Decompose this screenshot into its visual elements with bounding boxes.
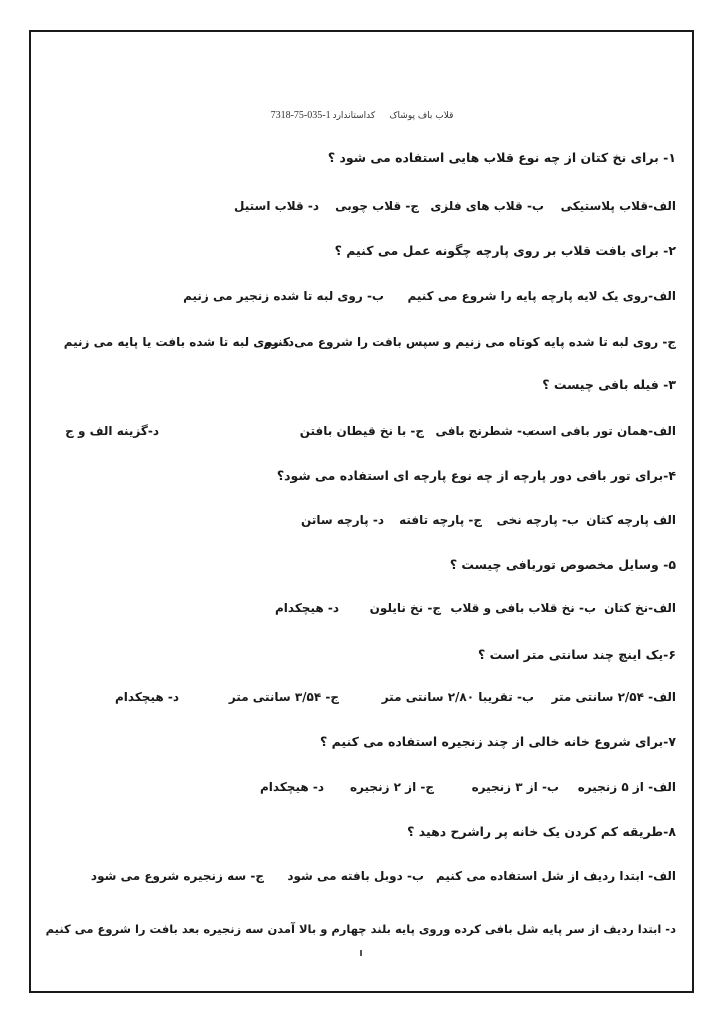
q1-option-dal: د- قلاب استیل [234,199,319,213]
q7-option-be: ب- از ۳ زنجیره [471,780,559,794]
q6-option-be: ب- تقریبا ۲/۸۰ سانتی متر [381,690,534,704]
q5-option-dal: د- هیچکدام [274,601,339,615]
question-5: ۵- وسایل مخصوص توربافی چیست ؟ [449,557,676,572]
q3-option-jim: ج- با نخ قیطان بافتن [299,424,424,438]
q4-option-be: ب- پارچه نخی [496,513,579,527]
q4-option-alef: الف پارچه کتان [586,513,676,527]
q5-option-be: ب- نخ قلاب بافی و قلاب [450,601,596,615]
q1-option-alef: الف-قلاب پلاستیکی [560,199,676,213]
q8-option-jim: ج- سه زنجیره شروع می شود [90,869,264,883]
q8-option-alef: الف- ابتدا ردیف از شل استفاده می کنیم [435,869,676,883]
q5-option-alef: الف-نخ کتان [604,601,676,615]
q7-option-dal: د- هیچکدام [259,780,324,794]
q8-option-dal: د- ابتدا ردیف از سر پایه شل بافی کرده وروی پایه بلند چهارم و بالا آمدن سه زنجیره بعد بافت را شروع می کنیم [45,922,676,936]
q2-option-jim: ج- روی لبه تا شده پایه کوتاه می زنیم و سپس بافت را شروع می کنیم [263,335,676,349]
q3-option-alef: الف-همان تور بافی است [527,424,676,438]
q4-option-dal: د- پارچه ساتن [301,513,384,527]
q2-option-alef: الف-روی یک لایه پارچه پایه را شروع می کنیم [407,289,676,303]
question-1: ۱- برای نخ کتان از چه نوع قلاب هایی استفاده می شود ؟ [327,150,676,165]
q7-option-jim: ج- از ۲ زنجیره [349,780,434,794]
course-title: قلاب باف پوشاک [389,111,454,121]
q2-option-be: ب- روی لبه تا شده زنجیر می زنیم [183,289,384,303]
q7-option-alef: الف- از ۵ زنجیره [577,780,676,794]
scan-mark [360,950,362,956]
q3-option-dal: د-گزینه الف و ج [65,424,159,438]
q8-option-be: ب- دوبل بافته می شود [287,869,424,883]
question-6: ۶-یک اینچ چند سانتی متر است ؟ [478,647,676,662]
q6-option-jim: ج- ۳/۵۴ سانتی متر [228,690,339,704]
q6-option-dal: د- هیچکدام [114,690,179,704]
q1-option-jim: ج- قلاب چوبی [335,199,419,213]
q1-option-be: ب- قلاب های فلزی [430,199,544,213]
page-border [29,30,694,993]
question-2: ۲- برای بافت قلاب بر روی پارچه چگونه عمل می کنیم ؟ [334,243,676,258]
q4-option-jim: ج- پارچه تافته [399,513,482,527]
q2-option-dal: د- روی لبه تا شده بافت یا پایه می زنیم [63,335,294,349]
document-header [0,110,724,121]
q5-option-jim: ج- نخ نایلون [369,601,441,615]
question-8: ۸-طریقه کم کردن یک خانه پر راشرح دهید ؟ [407,824,676,839]
question-3: ۳- فیله بافی چیست ؟ [542,377,676,392]
q3-option-be: ب- شطرنج بافی [435,424,534,438]
standard-label: کداستاندارد [332,111,376,121]
q6-option-alef: الف- ۲/۵۴ سانتی متر [551,690,676,704]
standard-code: 7318-75-035-1 [270,110,331,121]
question-4: ۴-برای تور بافی دور پارچه از چه نوع پارچه ای استفاده می شود؟ [276,468,676,483]
question-7: ۷-برای شروع خانه خالی از چند زنجیره استفاده می کنیم ؟ [320,734,676,749]
